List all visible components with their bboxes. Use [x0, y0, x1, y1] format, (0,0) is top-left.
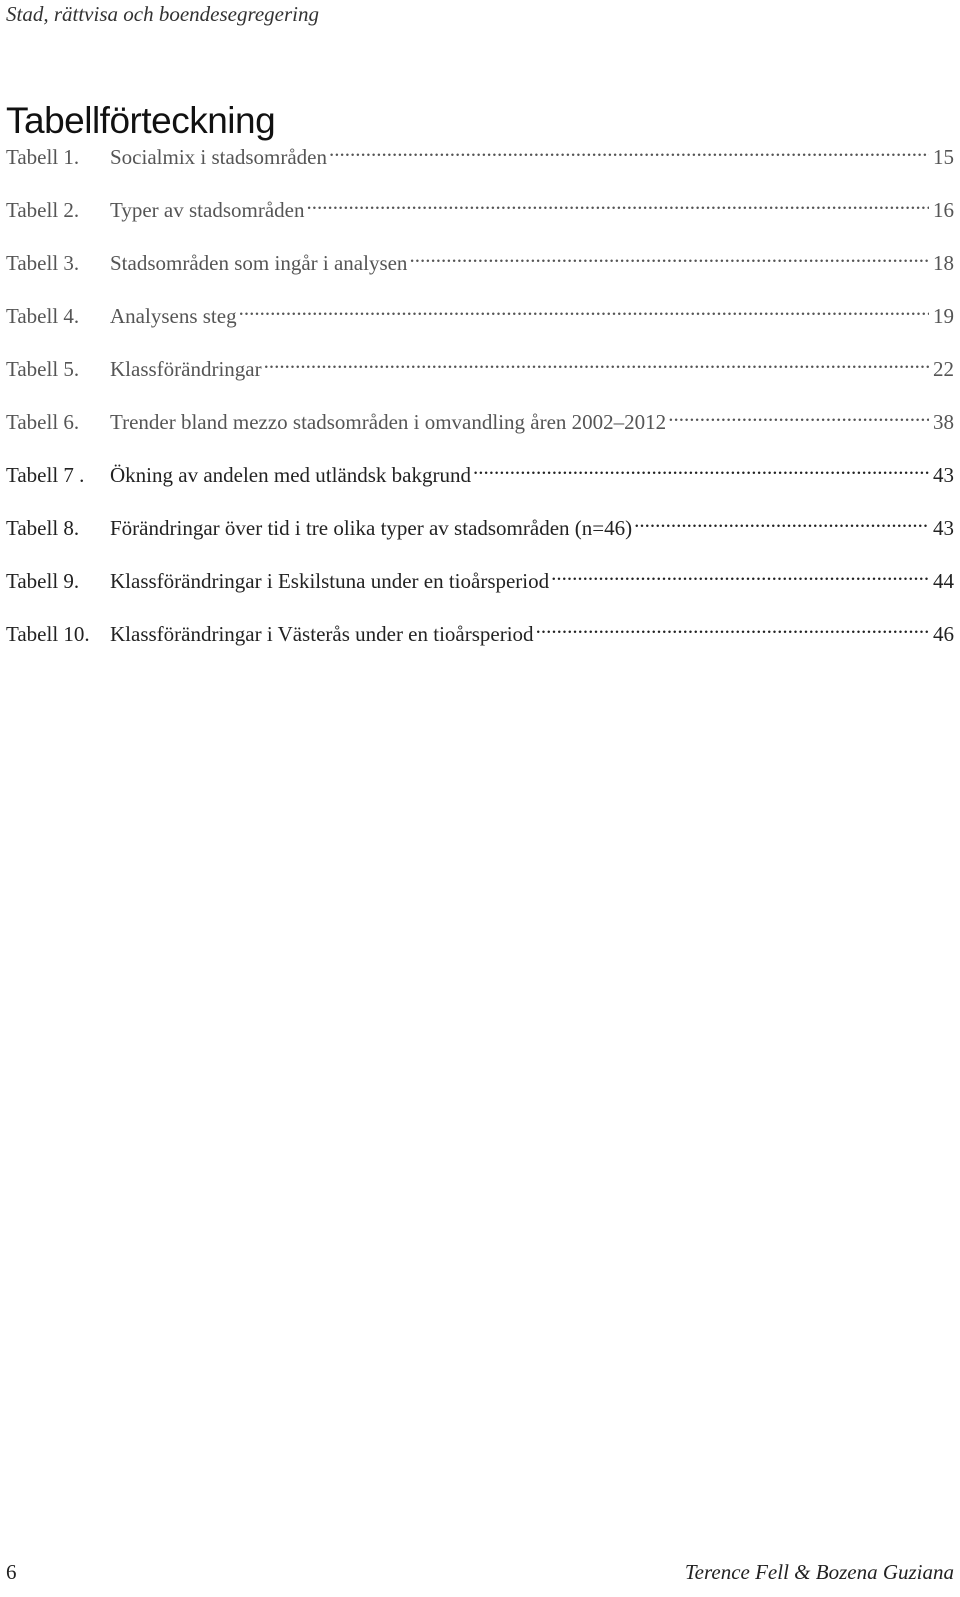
toc-entry-label: Tabell 5. [6, 357, 80, 381]
toc-entry-title: Analysens steg [110, 304, 237, 328]
toc-entry-label: Tabell 7 . [6, 463, 85, 487]
dot-leader [239, 293, 929, 323]
toc-entry-label: Tabell 3. [6, 251, 80, 275]
toc-entry[interactable] [6, 452, 954, 487]
toc-entry-label: Tabell 10. [6, 622, 90, 646]
toc-entry[interactable] [6, 399, 954, 434]
toc-entry-title: Socialmix i stadsområden [110, 145, 327, 169]
toc-entry-title: Förändringar över tid i tre olika typer av stadsområden (n=46) [110, 516, 633, 540]
toc-entry-page: 15 [933, 145, 954, 169]
dot-leader [634, 505, 929, 535]
toc-entry-title: Trender bland mezzo stadsområden i omvandling åren 2002–2012 [110, 410, 667, 434]
toc-entry-page: 38 [933, 410, 954, 434]
toc-entry-label: Tabell 2. [6, 198, 80, 222]
toc-entry[interactable] [6, 187, 954, 222]
page-title: Tabellförteckning [6, 100, 276, 141]
toc-entry[interactable] [6, 346, 954, 381]
toc-entry[interactable] [6, 134, 954, 169]
toc-entry[interactable] [6, 505, 954, 540]
dot-leader [473, 452, 929, 482]
toc-entry-title: Klassförändringar i Västerås under en tioårsperiod [110, 622, 534, 646]
toc-entry-page: 16 [933, 198, 954, 222]
dot-leader [536, 611, 929, 641]
toc-entry-page: 22 [933, 357, 954, 381]
toc-entry-page: 43 [933, 516, 954, 540]
page-number: 6 [6, 1560, 17, 1584]
toc-entry-label: Tabell 8. [6, 516, 80, 540]
toc-entry-label: Tabell 1. [6, 145, 80, 169]
toc-entry-label: Tabell 4. [6, 304, 80, 328]
toc-entry-title: Stadsområden som ingår i analysen [110, 251, 408, 275]
running-header: Stad, rättvisa och boendesegregering [6, 2, 320, 26]
toc-entry[interactable] [6, 611, 954, 646]
toc-entry-label: Tabell 6. [6, 410, 80, 434]
footer-authors: Terence Fell & Bozena Guziana [684, 1560, 954, 1584]
toc-entry-label: Tabell 9. [6, 569, 80, 593]
toc-entry-page: 44 [933, 569, 954, 593]
toc-entry-title: Klassförändringar [110, 357, 262, 381]
dot-leader [409, 240, 929, 270]
dot-leader [329, 134, 929, 164]
toc-entry-page: 18 [933, 251, 954, 275]
dot-leader [264, 346, 929, 376]
toc-entry-page: 46 [933, 622, 954, 646]
toc-entry-title: Ökning av andelen med utländsk bakgrund [110, 463, 471, 487]
toc-entry-title: Typer av stadsområden [110, 198, 305, 222]
toc-entry-page: 43 [933, 463, 954, 487]
dot-leader [668, 399, 929, 429]
toc-entry-title: Klassförändringar i Eskilstuna under en tioårsperiod [110, 569, 550, 593]
toc-entry[interactable] [6, 293, 954, 328]
dot-leader [306, 187, 929, 217]
toc-entry[interactable] [6, 240, 954, 275]
toc-entry-page: 19 [933, 304, 954, 328]
dot-leader [551, 558, 929, 588]
toc-entry[interactable] [6, 558, 954, 593]
